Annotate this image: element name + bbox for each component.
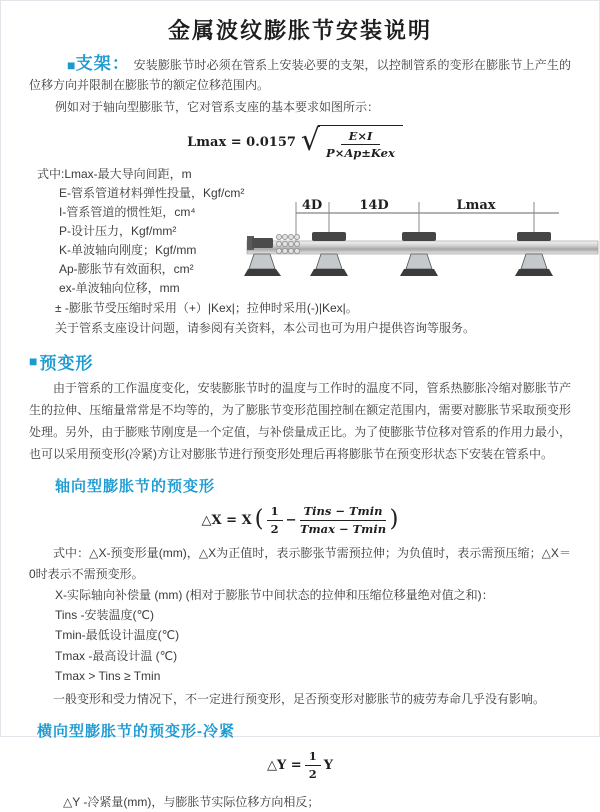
fraction-numerator: E×I	[341, 129, 381, 145]
definition-item: P-设计压力，Kgf/mm²	[59, 223, 177, 238]
formula-lmax-lhs: Lmax = 0.0157	[187, 135, 296, 151]
lateral-subheading: 横向型膨胀节的预变形-冷紧	[37, 722, 235, 740]
predeform-paragraph: 由于管系的工作温度变化，安装膨胀节时的温度与工作时的温度不同，管系热膨胀冷缩对膨胀节产生的拉伸、压缩量常常是不均等的，为了膨胀节变形范围控制在额定范围内，需要对膨胀节采取预变形处理。另外，由于膨账节刚度是一个定值，与补偿量成正比。为了使膨胀节位移对管系的作用力最小，也可以采用预变形(冷紧)方让对膨胀节进行预变形处理后再将膨胀节在预变形状态下安装在管系中。	[29, 380, 571, 461]
axial-note: 一般变形和受力情况下，不一定进行预变形，足否预变形对膨胀节的疲劳寿命几乎没有影响。	[53, 691, 546, 706]
fraction-denominator: Tmax − Tmin	[299, 521, 387, 536]
definition-item: Ap-膨胀节有效面积，cm²	[59, 261, 194, 276]
definition-item: E-管系管道材料弹性投量，Kgf/cm²	[59, 185, 245, 200]
temp-definition: Tmin-最低设计温度(℃)	[55, 628, 180, 643]
temp-definition: Tins -安装温度(℃)	[55, 607, 155, 622]
sqrt-expression	[301, 125, 403, 161]
dim-label-14d: 14D	[359, 197, 389, 213]
fraction-denominator: 2	[308, 766, 317, 781]
definition-item: ex-单波轴向位移，mm	[59, 280, 180, 295]
definitions-block	[29, 165, 571, 298]
section-square-icon: ■	[67, 57, 76, 73]
pipe-support-diagram	[244, 195, 600, 299]
definition-item: I-管系管道的惯性矩，cm⁴	[59, 204, 196, 219]
support-text: 安装膨胀节时必须在管系上安装必要的支架，以控制管系的变形在膨胀节上产生的位移方向并限制在膨胀节的额定位移范围内。	[29, 58, 571, 92]
fraction-numerator: 1	[305, 749, 321, 766]
fraction-temperature	[300, 504, 387, 537]
note-plus-minus: ± -膨胀节受压缩时采用（+）|Kex|；拉伸时采用(-)|Kex|。	[55, 300, 358, 315]
support-section-label: 支架：	[75, 54, 131, 73]
dim-label-lmax: Lmax	[456, 197, 496, 213]
fraction-half	[267, 504, 283, 537]
formula-delta-y	[29, 749, 571, 782]
temp-definition: Tmax -最高设计温 (℃)	[55, 648, 178, 663]
section-square-icon: ■	[29, 353, 39, 370]
minus-sign: −	[285, 512, 297, 528]
predeform-heading-text: 预变形	[39, 353, 94, 373]
fraction-denominator: 2	[270, 521, 279, 536]
lateral-note: △Y -冷紧量(mm)，与膨胀节实际位移方向相反；	[63, 794, 320, 809]
note-service: 关于管系支座设计问题，请参阅有关资料，本公司也可为用户提供咨询等服务。	[55, 320, 476, 335]
open-paren: (	[254, 505, 264, 532]
close-paren: )	[389, 505, 399, 532]
axial-where-paragraph: 式中：△X-预变形量(mm)，△X为正值时，表示膨张节需预拉伸；为负值时，表示需预压缩；△X＝0时表示不需预变形。	[29, 545, 571, 581]
definition-item: K-单波轴向刚度；Kgf/mm	[59, 242, 197, 257]
definition-intro: 式中:Lmax-最大导向间距，m	[37, 166, 192, 181]
page	[1, 14, 599, 812]
fraction-numerator: Tins − Tmin	[300, 504, 387, 521]
sqrt-body	[318, 125, 403, 161]
x-definition: X-实际轴向补偿量 (mm) (相对于膨胀节中间状态的拉伸和压缩位移量绝对值之和)：	[55, 587, 494, 602]
formula-dx-lhs: △X = X	[201, 512, 252, 528]
axial-subheading: 轴向型膨胀节的预变形	[55, 477, 216, 495]
formula-lmax	[29, 125, 561, 161]
support-paragraph	[29, 54, 571, 95]
predeform-section-heading	[29, 349, 571, 374]
formula-delta-x	[29, 504, 571, 537]
page-title: 金属波纹膨胀节安装说明	[167, 18, 432, 43]
dim-label-4d: 4D	[301, 197, 323, 213]
fraction	[326, 129, 395, 161]
fraction-denominator: P×Ap±Kex	[326, 146, 395, 161]
example-line: 例如对于轴向型膨胀节，它对管系支座的基本要求如图所示：	[55, 100, 380, 114]
fraction-numerator: 1	[267, 504, 283, 521]
formula-dy-lhs: △Y =	[267, 757, 302, 773]
fraction-half	[305, 749, 321, 782]
formula-dy-rhs: Y	[323, 757, 333, 773]
radical-sign: √	[300, 123, 321, 158]
temp-relation: Tmax > Tins ≥ Tmin	[55, 669, 161, 684]
